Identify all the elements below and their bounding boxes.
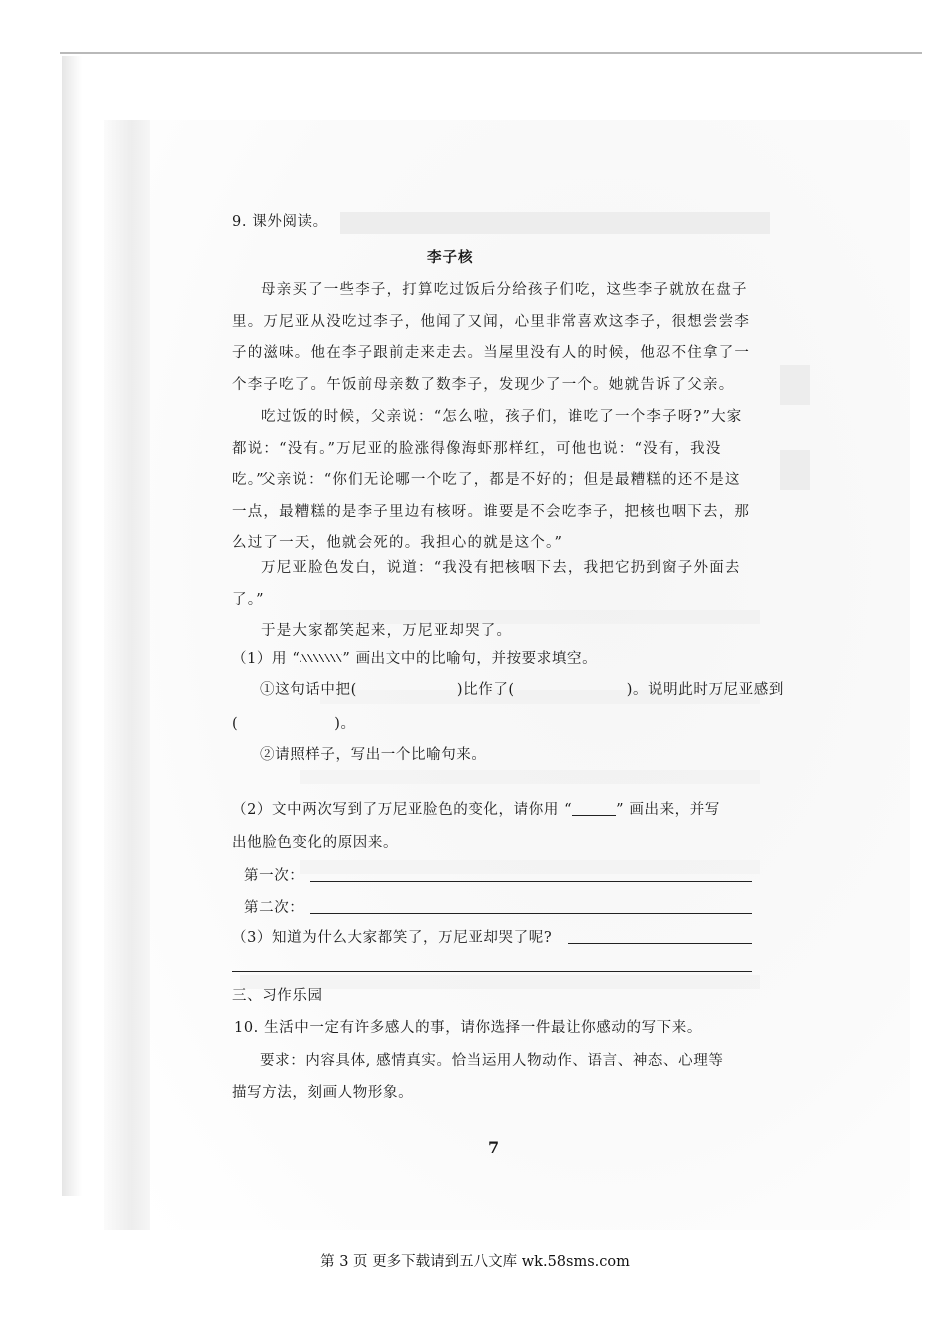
paragraph-2: 吃过饭的时候，父亲说：“怎么啦，孩子们，谁吃了一个李子呀?”大家都说：“没有。”万尼亚的脸涨得像海虾那样红，可他也说：“没有，我没吃。” — [232, 409, 743, 488]
answer-line-first[interactable] — [310, 881, 752, 882]
footer-download-note[interactable]: 第 3 页 更多下载请到五八文库 wk.58sms.com — [320, 1254, 630, 1270]
bleed-through-block — [240, 975, 760, 989]
sub-question-1a — [260, 683, 784, 698]
paragraph-5: 于是大家都笑起来，万尼亚却哭了。 — [261, 623, 513, 639]
sub-question-1 — [232, 652, 597, 667]
sub1-suffix: ” 画出文中的比喻句，并按要求填空。 — [342, 651, 598, 667]
story-title: 李子核 — [427, 249, 474, 266]
first-time-label: 第一次： — [244, 868, 305, 884]
bleed-through-block — [780, 450, 810, 490]
page-number: 7 — [488, 1138, 500, 1157]
bleed-through-block — [300, 770, 760, 784]
wavy-underline-sample — [300, 654, 342, 662]
second-time-label: 第二次： — [244, 900, 305, 916]
sub1a-part2: )比作了( — [456, 682, 515, 698]
paragraph-4: 万尼亚脸色发白，说道：“我没有把核咽下去，我把它扔到窗子外面去了。” — [232, 560, 741, 608]
bleed-through-block — [300, 860, 760, 874]
answer-line-q3b[interactable] — [232, 971, 752, 972]
sub1a-part4: ( — [232, 716, 239, 732]
sub-question-2-line2: 出他脸色变化的原因来。 — [232, 835, 399, 851]
sub1a-part5: )。 — [334, 716, 356, 732]
sub-question-3: （3）知道为什么大家都笑了，万尼亚却哭了呢? — [232, 930, 553, 946]
sub2-prefix: （2）文中两次写到了万尼亚脸色的变化，请你用 “ — [232, 802, 573, 818]
bleed-through-block — [340, 212, 770, 234]
paragraph-1: 母亲买了一些李子，打算吃过饭后分给孩子们吃，这些李子就放在盘子里。万尼亚从没吃过李子，他闻了又闻，心里非常喜欢这李子，很想尝尝李子的滋味。他在李子跟前走来走去。当屋里没有人的时候，他忍不住拿了一个李子吃了。午饭前母亲数了数李子，发现少了一个。她就告诉了父亲。 — [232, 282, 751, 393]
sub-question-1b: ②请照样子，写出一个比喻句来。 — [260, 747, 487, 763]
sub-question-1a-cont — [232, 717, 356, 732]
requirement-line-1: 要求：内容具体, 感情真实。恰当运用人物动作、语言、神态、心理等 — [260, 1053, 724, 1069]
sub1a-part3: )。说明此时万尼亚感到 — [626, 682, 784, 698]
scan-binding-margin — [104, 120, 150, 1230]
scan-edge-line — [60, 52, 922, 54]
sub1a-part1: ①这句话中把( — [260, 682, 357, 698]
sub1-prefix: （1）用 “ — [232, 651, 301, 667]
bleed-through-block — [780, 365, 810, 405]
question-header: 9. 课外阅读。 — [232, 214, 328, 230]
question-10: 10. 生活中一定有许多感人的事，请你选择一件最让你感动的写下来。 — [234, 1020, 702, 1036]
sub-question-2 — [232, 803, 720, 818]
scan-shadow — [62, 56, 82, 1196]
answer-line-second[interactable] — [310, 913, 752, 914]
sub2-suffix: ” 画出来，并写 — [616, 802, 720, 818]
straight-underline-sample — [572, 805, 616, 816]
answer-line-q3a[interactable] — [568, 943, 752, 944]
section-3-heading: 三、习作乐园 — [232, 988, 323, 1004]
paragraph-3: 父亲说：“你们无论哪一个吃了，都是不好的；但是最糟糕的还不是这一点，最糟糕的是李子里边有核呀。谁要是不会吃李子，把核也咽下去，那么过了一天，他就会死的。我担心的就是这个。” — [232, 472, 751, 551]
requirement-line-2: 描写方法，刻画人物形象。 — [232, 1085, 414, 1101]
